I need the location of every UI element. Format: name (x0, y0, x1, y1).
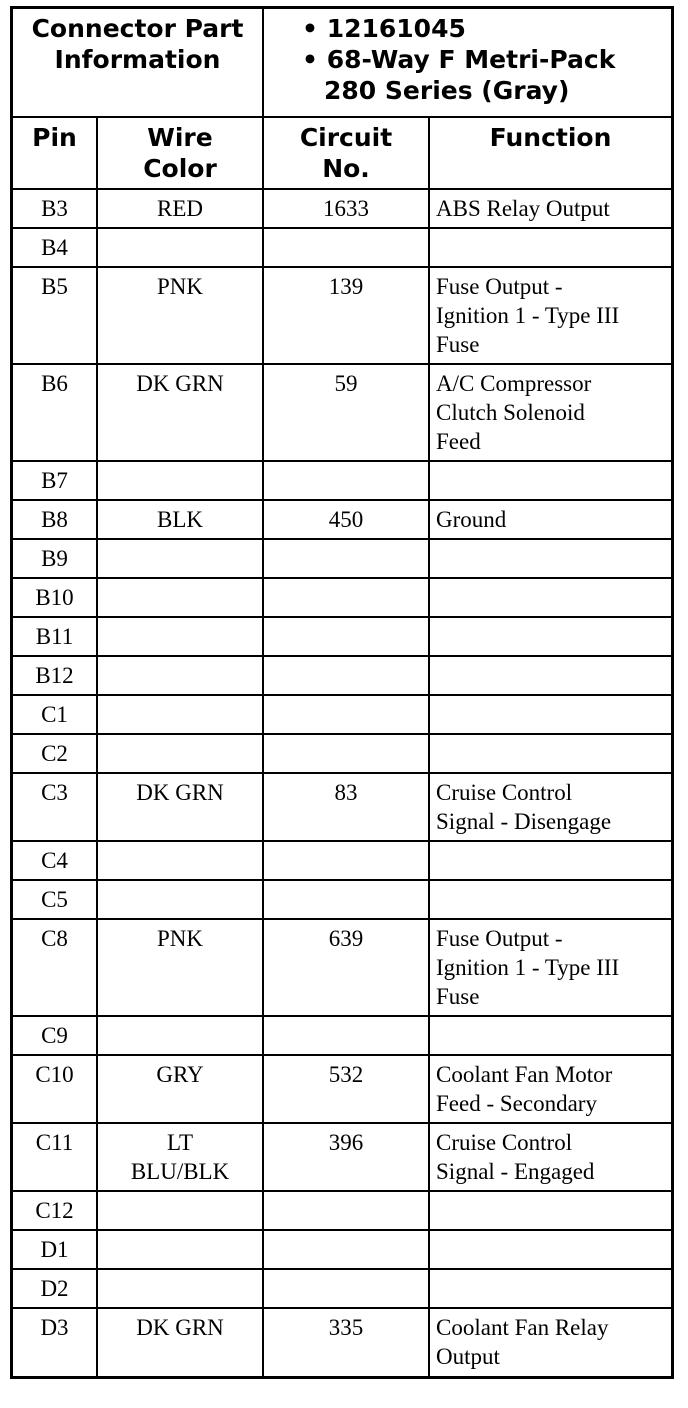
pin-cell: C8 (13, 919, 97, 1016)
wire-color-cell (97, 617, 263, 656)
table-row (13, 228, 671, 267)
circuit-number-cell (263, 1269, 429, 1308)
circuit-number-cell (263, 578, 429, 617)
function-cell: Fuse Output - Ignition 1 - Type III Fuse (429, 919, 671, 1016)
function-cell (429, 841, 671, 880)
column-header-circuit-no: Circuit No. (263, 117, 429, 189)
pin-cell: D3 (13, 1308, 97, 1376)
function-cell (429, 617, 671, 656)
column-header-pin: Pin (13, 117, 97, 189)
wire-color-cell: LT BLU/BLK (97, 1123, 263, 1191)
table-row (13, 656, 671, 695)
wire-color-cell (97, 695, 263, 734)
pin-cell: B3 (13, 189, 97, 228)
pin-cell: C10 (13, 1055, 97, 1123)
wire-color-cell: PNK (97, 919, 263, 1016)
pin-cell: D1 (13, 1230, 97, 1269)
wire-color-cell: DK GRN (97, 773, 263, 841)
table-row (13, 1230, 671, 1269)
pin-cell: B9 (13, 539, 97, 578)
table-row (13, 364, 671, 461)
pin-cell: D2 (13, 1269, 97, 1308)
pin-cell: C1 (13, 695, 97, 734)
table-row (13, 578, 671, 617)
connector-part-number: • 12161045 (302, 14, 466, 43)
wire-color-cell (97, 841, 263, 880)
function-cell (429, 656, 671, 695)
function-cell: Cruise Control Signal - Disengage (429, 773, 671, 841)
table-row (13, 1191, 671, 1230)
pin-cell: B6 (13, 364, 97, 461)
wire-color-cell: RED (97, 189, 263, 228)
circuit-number-cell: 532 (263, 1055, 429, 1123)
pin-cell: B4 (13, 228, 97, 267)
pin-cell: C2 (13, 734, 97, 773)
table-row (13, 919, 671, 1016)
circuit-number-cell: 335 (263, 1308, 429, 1376)
circuit-number-cell (263, 695, 429, 734)
circuit-number-cell (263, 841, 429, 880)
wire-color-cell (97, 1191, 263, 1230)
table-row (13, 1123, 671, 1191)
wire-color-cell (97, 734, 263, 773)
connector-info-row (13, 9, 671, 117)
function-cell (429, 539, 671, 578)
table-row (13, 189, 671, 228)
wire-color-cell (97, 1016, 263, 1055)
function-cell (429, 880, 671, 919)
circuit-number-cell (263, 734, 429, 773)
table-row (13, 880, 671, 919)
function-cell: Fuse Output - Ignition 1 - Type III Fuse (429, 267, 671, 364)
table-row (13, 617, 671, 656)
table-row (13, 1016, 671, 1055)
wire-color-cell: DK GRN (97, 1308, 263, 1376)
function-cell (429, 1191, 671, 1230)
table-row (13, 1055, 671, 1123)
function-cell (429, 695, 671, 734)
wire-color-cell (97, 539, 263, 578)
function-cell (429, 461, 671, 500)
connector-series: 280 Series (Gray) (324, 76, 570, 105)
table-row (13, 841, 671, 880)
circuit-number-cell (263, 1230, 429, 1269)
function-cell: A/C Compressor Clutch Solenoid Feed (429, 364, 671, 461)
pin-cell: B5 (13, 267, 97, 364)
circuit-number-cell: 450 (263, 500, 429, 539)
connector-part-info (263, 9, 671, 117)
pin-cell: B7 (13, 461, 97, 500)
pin-cell: C9 (13, 1016, 97, 1055)
wire-color-cell: PNK (97, 267, 263, 364)
function-cell (429, 1016, 671, 1055)
table-row (13, 1308, 671, 1376)
wire-color-cell (97, 461, 263, 500)
circuit-number-cell: 396 (263, 1123, 429, 1191)
table-row (13, 500, 671, 539)
pin-cell: B8 (13, 500, 97, 539)
function-cell: ABS Relay Output (429, 189, 671, 228)
function-cell: Coolant Fan Motor Feed - Secondary (429, 1055, 671, 1123)
wire-color-cell: GRY (97, 1055, 263, 1123)
circuit-number-cell: 1633 (263, 189, 429, 228)
function-cell (429, 734, 671, 773)
connector-type: • 68-Way F Metri-Pack (302, 45, 616, 74)
pinout-grid (13, 9, 671, 1376)
circuit-number-cell: 59 (263, 364, 429, 461)
wire-color-cell: DK GRN (97, 364, 263, 461)
pin-cell: B11 (13, 617, 97, 656)
circuit-number-cell (263, 1191, 429, 1230)
table-row (13, 695, 671, 734)
wire-color-cell (97, 880, 263, 919)
function-cell (429, 1269, 671, 1308)
function-cell (429, 228, 671, 267)
wire-color-cell (97, 228, 263, 267)
table-row (13, 1269, 671, 1308)
circuit-number-cell (263, 880, 429, 919)
pin-cell: B10 (13, 578, 97, 617)
circuit-number-cell (263, 617, 429, 656)
connector-part-label: Connector Part Information (13, 9, 263, 117)
pin-cell: C4 (13, 841, 97, 880)
wire-color-cell (97, 1269, 263, 1308)
connector-pinout-table (10, 6, 674, 1379)
function-cell: Ground (429, 500, 671, 539)
pin-cell: C3 (13, 773, 97, 841)
function-cell: Cruise Control Signal - Engaged (429, 1123, 671, 1191)
column-header-function: Function (429, 117, 671, 189)
pin-cell: B12 (13, 656, 97, 695)
wire-color-cell (97, 656, 263, 695)
column-header-wire-color: Wire Color (97, 117, 263, 189)
table-row (13, 539, 671, 578)
table-row (13, 773, 671, 841)
wire-color-cell (97, 578, 263, 617)
table-row (13, 461, 671, 500)
pin-cell: C12 (13, 1191, 97, 1230)
function-cell: Coolant Fan Relay Output (429, 1308, 671, 1376)
wire-color-cell: BLK (97, 500, 263, 539)
table-row (13, 267, 671, 364)
circuit-number-cell (263, 228, 429, 267)
function-cell (429, 1230, 671, 1269)
circuit-number-cell: 639 (263, 919, 429, 1016)
circuit-number-cell: 83 (263, 773, 429, 841)
circuit-number-cell (263, 1016, 429, 1055)
wire-color-cell (97, 1230, 263, 1269)
circuit-number-cell: 139 (263, 267, 429, 364)
circuit-number-cell (263, 461, 429, 500)
function-cell (429, 578, 671, 617)
pin-cell: C11 (13, 1123, 97, 1191)
pin-cell: C5 (13, 880, 97, 919)
circuit-number-cell (263, 539, 429, 578)
column-header-row (13, 117, 671, 189)
table-row (13, 734, 671, 773)
circuit-number-cell (263, 656, 429, 695)
